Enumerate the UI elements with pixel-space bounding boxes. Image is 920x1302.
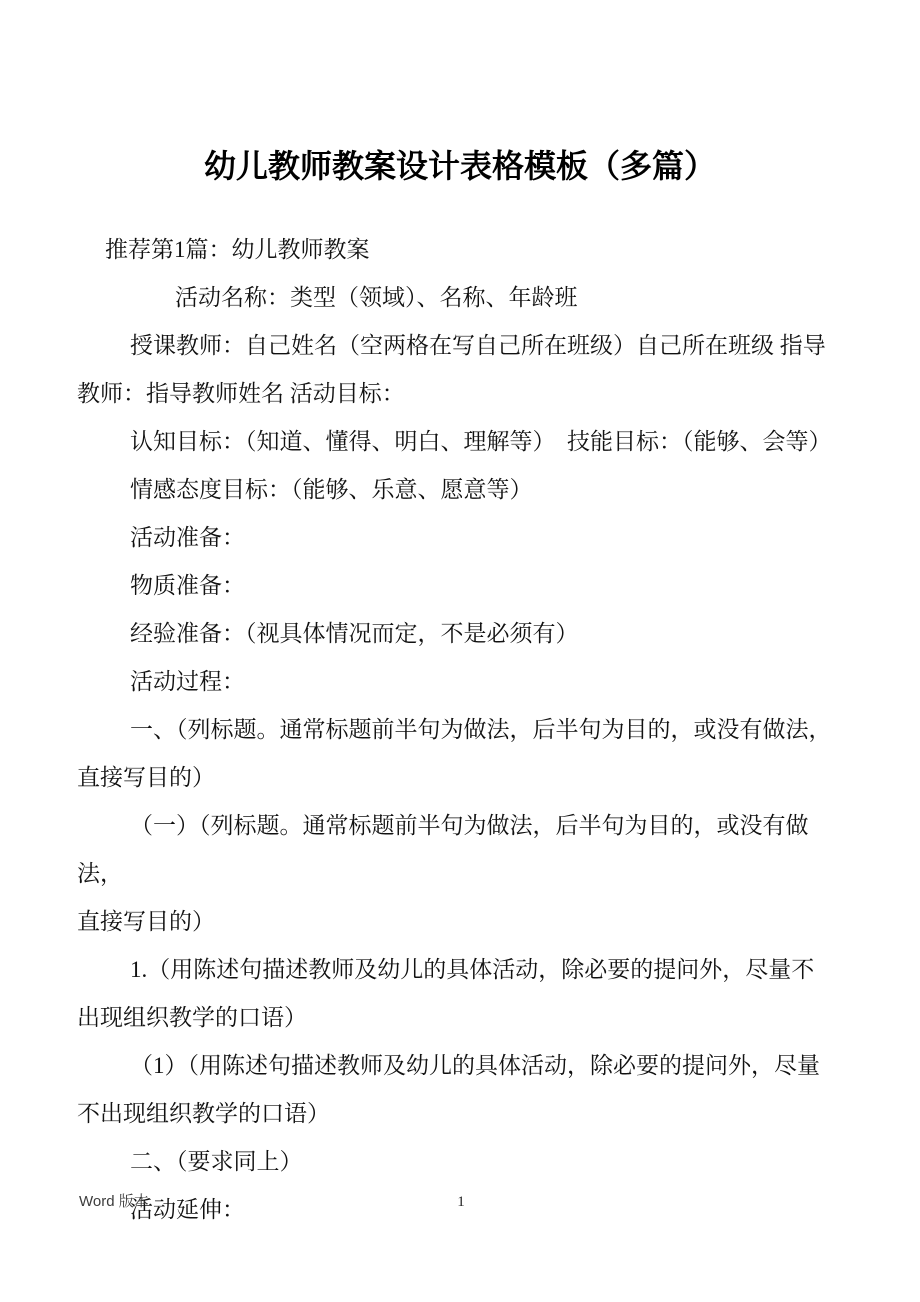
paragraph: 授课教师：自己姓名（空两格在写自己所在班级）自己所在班级 指导 教师：指导教师姓名 活动目标： [77, 333, 826, 406]
paragraph: 经验准备：（视具体情况而定，不是必须有） [130, 621, 579, 646]
paragraph: （一）（列标题。通常标题前半句为做法，后半句为目的，或没有做法， 直接写目的） [77, 813, 809, 934]
paragraph: 一、（列标题。通常标题前半句为做法，后半句为目的，或没有做法， 直接写目的） [77, 717, 832, 790]
footer-word-version-label: Word 版本 [79, 1193, 149, 1210]
paragraph: 活动过程： [130, 669, 245, 694]
paragraph: 二、（要求同上） [130, 1149, 303, 1174]
paragraph: 认知目标：（知道、懂得、明白、理解等） 技能目标：（能够、会等） [130, 429, 832, 454]
paragraph: 物质准备： [130, 573, 245, 598]
paragraph: （1）（用陈述句描述教师及幼儿的具体活动，除必要的提问外，尽量 不出现组织教学的口语） [77, 1053, 820, 1126]
paragraph: 活动延伸： [130, 1197, 245, 1222]
paragraph: 情感态度目标：（能够、乐意、愿意等） [130, 477, 533, 502]
paragraph: 活动准备： [130, 525, 245, 550]
document-title: 幼儿教师教案设计表格模板（多篇） [203, 148, 716, 184]
paragraph: 1.（用陈述句描述教师及幼儿的具体活动，除必要的提问外，尽量不 出现组织教学的口语） [77, 957, 815, 1030]
document-body [0, 226, 920, 1234]
paragraph: 活动名称：类型（领域）、名称、年龄班 [175, 285, 578, 310]
page-footer [77, 1191, 845, 1215]
paragraph: 推荐第1篇：幼儿教师教案 [105, 237, 370, 262]
footer-page-number: 1 [457, 1194, 465, 1210]
